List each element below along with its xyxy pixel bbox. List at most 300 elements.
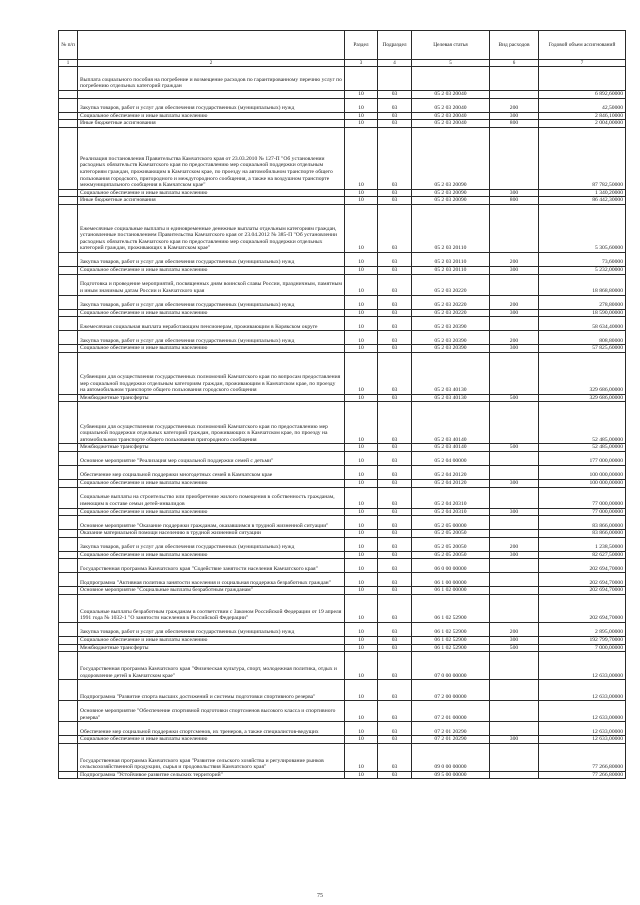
row-expense-cell: 300 [490,345,539,353]
row-expense-cell [490,652,539,680]
row-expense-cell [490,771,539,779]
row-section-cell: 10 [345,295,378,309]
row-subsection-cell: 03 [378,451,412,465]
row-name-cell: Реализация постановления Правительства Камчатского края от 23.03.2010 № 127-П "Об установлении расходных обязательств Камчатского края по предоставлению мер социальной поддержки отдельным категориям граждан, проживающим в Камчатском крае, по проезду на автомобильном транспорте общего пользования городского, пригородного и междугородного сообщения, а также на воздушном транспорте межмуниципального сообщения в Камчатском крае" [78,127,345,189]
row-subsection-cell: 03 [378,479,412,487]
row-amount-cell: 202 694,70000 [539,594,626,622]
table-row [59,465,626,479]
col-header-num: № п/п [59,31,78,60]
row-subsection-cell: 03 [378,559,412,573]
row-expense-cell: 300 [490,479,539,487]
row-num-cell [59,98,78,112]
row-amount-cell: 42,50000 [539,98,626,112]
row-section-cell: 10 [345,331,378,345]
row-expense-cell: 500 [490,394,539,402]
row-expense-cell: 200 [490,252,539,266]
row-target-cell: 09 0 00 00000 [412,743,490,771]
row-subsection-cell: 03 [378,274,412,295]
page-number: 75 [317,893,323,899]
row-amount-cell: 329 686,00000 [539,352,626,394]
col-header-amount: Годовой объем ассигнований [539,31,626,60]
row-expense-cell: 300 [490,112,539,120]
row-name-cell: Закупка товаров, работ и услуг для обеспечения государственных (муниципальных) нужд [78,331,345,345]
row-name-cell: Социальное обеспечение и иные выплаты населению [78,112,345,120]
row-subsection-cell: 03 [378,508,412,516]
row-section-cell: 10 [345,530,378,538]
row-section-cell: 10 [345,402,378,444]
row-name-cell: Иные бюджетные ассигнования [78,120,345,128]
row-expense-cell [490,722,539,736]
row-target-cell: 05 2 03 20220 [412,295,490,309]
row-num-cell [59,309,78,317]
row-name-cell: Субвенции для осуществления государственных полномочий Камчатского края по вопросам предоставления мер социальной поддержки отдельным категориям граждан, проживающим в Камчатском крае, по проезду на автомобильном транспорте общего пользования городского сообщения [78,352,345,394]
row-name-cell: Межбюджетные трансферты [78,444,345,452]
row-subsection-cell: 03 [378,394,412,402]
row-num-cell [59,317,78,331]
row-expense-cell [490,516,539,530]
row-subsection-cell: 03 [378,91,412,99]
row-target-cell: 05 2 05 20050 [412,530,490,538]
row-target-cell: 05 2 03 20040 [412,98,490,112]
row-subsection-cell: 03 [378,743,412,771]
row-subsection-cell: 03 [378,189,412,197]
row-expense-cell [490,127,539,189]
row-section-cell: 10 [345,701,378,722]
row-target-cell: 05 2 05 20050 [412,551,490,559]
row-num-cell [59,394,78,402]
row-name-cell [78,91,345,99]
row-name-cell: Ежемесячные социальные выплаты и единовременные денежные выплаты отдельным категориям граждан, установленные постановлением Правительства Камчатского края от 23.04.2012 № 385-П "Об установлении расходных обязательств Камчатского края по предоставлению мер социальной поддержки отдельных категорий граждан, проживающих в Камчатском крае" [78,204,345,252]
table-row [59,274,626,295]
table-row [59,197,626,205]
row-num-cell [59,736,78,744]
table-row [59,189,626,197]
column-index-row [59,60,626,67]
budget-table [58,30,626,779]
row-section-cell: 10 [345,309,378,317]
row-num-cell [59,573,78,587]
row-section-cell: 10 [345,644,378,652]
column-index: 5 [412,60,490,67]
row-num-cell [59,516,78,530]
table-row [59,573,626,587]
row-amount-cell: 18 590,00000 [539,309,626,317]
row-section-cell: 10 [345,451,378,465]
column-index: 3 [345,60,378,67]
table-row [59,652,626,680]
row-expense-cell [490,594,539,622]
row-subsection-cell: 03 [378,573,412,587]
column-index: 4 [378,60,412,67]
row-name-cell: Подпрограмма "Устойчивое развитие сельских территорий" [78,771,345,779]
row-amount-cell: 100 000,00000 [539,479,626,487]
row-num-cell [59,451,78,465]
row-num-cell [59,487,78,508]
table-row [59,722,626,736]
row-num-cell [59,402,78,444]
row-target-cell: 05 2 03 40130 [412,394,490,402]
row-amount-cell: 7 000,00000 [539,644,626,652]
row-name-cell: Социальное обеспечение и иные выплаты населению [78,551,345,559]
row-target-cell: 05 2 03 20110 [412,204,490,252]
row-section-cell: 10 [345,508,378,516]
row-expense-cell: 300 [490,309,539,317]
row-expense-cell: 300 [490,266,539,274]
table-row [59,479,626,487]
row-name-cell: Закупка товаров, работ и услуг для обеспечения государственных (муниципальных) нужд [78,98,345,112]
row-target-cell: 05 2 03 20110 [412,252,490,266]
row-num-cell [59,722,78,736]
row-section-cell: 10 [345,743,378,771]
row-name-cell: Обеспечение мер социальной поддержки спортсменов, их тренеров, а также специалистов-ведущих [78,722,345,736]
row-amount-cell: 192 799,70000 [539,636,626,644]
row-expense-cell: 200 [490,331,539,345]
row-expense-cell: 300 [490,189,539,197]
row-section-cell: 10 [345,594,378,622]
row-name-cell: Государственная программа Камчатского края "Содействие занятости населения Камчатского края" [78,559,345,573]
row-name-cell: Подпрограмма "Развитие спорта высших достижений и системы подготовки спортивного резерва" [78,680,345,701]
col-header-expense: Вид расходов [490,31,539,60]
table-row [59,331,626,345]
table-row [59,352,626,394]
row-section-cell: 10 [345,652,378,680]
table-row [59,402,626,444]
row-num-cell [59,120,78,128]
table-row [59,551,626,559]
row-num-cell [59,345,78,353]
row-expense-cell: 500 [490,444,539,452]
row-subsection-cell: 03 [378,444,412,452]
row-subsection-cell: 03 [378,204,412,252]
row-num-cell [59,189,78,197]
table-row [59,644,626,652]
row-num-cell [59,112,78,120]
row-amount-cell: 83 866,00000 [539,516,626,530]
row-num-cell [59,644,78,652]
table-body [59,67,626,779]
row-target-cell: 07 2 01 00000 [412,701,490,722]
table-row [59,680,626,701]
table-row [59,587,626,595]
row-amount-cell: 57 825,60000 [539,345,626,353]
row-expense-cell [490,402,539,444]
row-amount-cell: 1 238,50000 [539,537,626,551]
row-amount-cell: 77 000,00000 [539,487,626,508]
table-row [59,537,626,551]
row-num-cell [59,537,78,551]
row-amount-cell: 12 633,00000 [539,680,626,701]
row-num-cell [59,479,78,487]
row-target-cell: 05 2 03 20090 [412,189,490,197]
row-target-cell [412,67,490,91]
row-expense-cell: 800 [490,197,539,205]
row-num-cell [59,204,78,252]
row-num-cell [59,465,78,479]
row-section-cell: 10 [345,98,378,112]
row-subsection-cell: 03 [378,252,412,266]
row-expense-cell [490,587,539,595]
row-target-cell: 05 2 03 40140 [412,402,490,444]
row-target-cell: 05 2 03 20040 [412,91,490,99]
col-header-section: Раздел [345,31,378,60]
row-amount-cell: 100 000,00000 [539,465,626,479]
row-section-cell: 10 [345,771,378,779]
row-section-cell: 10 [345,465,378,479]
row-section-cell: 10 [345,352,378,394]
budget-sheet [58,30,625,779]
row-amount-cell: 2 895,00000 [539,622,626,636]
row-num-cell [59,331,78,345]
row-section-cell: 10 [345,587,378,595]
row-target-cell: 09 5 00 00000 [412,771,490,779]
row-section-cell: 10 [345,197,378,205]
row-section-cell: 10 [345,112,378,120]
row-section-cell: 10 [345,622,378,636]
row-name-cell: Межбюджетные трансферты [78,394,345,402]
row-target-cell: 05 2 04 20120 [412,479,490,487]
row-amount-cell: 12 633,00000 [539,722,626,736]
row-target-cell: 05 2 03 20390 [412,331,490,345]
row-name-cell: Социальное обеспечение и иные выплаты населению [78,189,345,197]
row-amount-cell: 202 694,70000 [539,587,626,595]
table-row [59,636,626,644]
row-amount-cell: 12 633,00000 [539,652,626,680]
row-name-cell: Обеспечение мер социальной поддержки многодетных семей в Камчатском крае [78,465,345,479]
row-num-cell [59,636,78,644]
table-row [59,594,626,622]
row-section-cell: 10 [345,394,378,402]
row-amount-cell: 77 266,80000 [539,743,626,771]
row-name-cell: Закупка товаров, работ и услуг для обеспечения государственных (муниципальных) нужд [78,622,345,636]
row-target-cell: 05 2 03 20090 [412,197,490,205]
column-index: 7 [539,60,626,67]
row-subsection-cell: 03 [378,112,412,120]
row-target-cell: 05 2 03 40130 [412,352,490,394]
table-row [59,112,626,120]
row-subsection-cell: 03 [378,644,412,652]
row-subsection-cell: 03 [378,680,412,701]
row-num-cell [59,266,78,274]
row-subsection-cell: 03 [378,530,412,538]
row-subsection-cell: 03 [378,402,412,444]
row-section-cell: 10 [345,680,378,701]
row-subsection-cell: 03 [378,722,412,736]
row-num-cell [59,530,78,538]
row-amount-cell: 52 485,00000 [539,444,626,452]
row-target-cell: 05 2 03 20110 [412,266,490,274]
row-section-cell: 10 [345,274,378,295]
row-section-cell: 10 [345,636,378,644]
row-target-cell: 05 2 03 20220 [412,309,490,317]
row-num-cell [59,127,78,189]
row-subsection-cell: 03 [378,345,412,353]
row-target-cell: 05 2 04 00000 [412,451,490,465]
row-name-cell: Подпрограмма "Активная политика занятости населения и социальная поддержка безработных граждан" [78,573,345,587]
row-subsection-cell: 03 [378,266,412,274]
row-section-cell: 10 [345,345,378,353]
table-header-row [59,31,626,60]
row-section-cell: 10 [345,551,378,559]
row-expense-cell [490,317,539,331]
row-target-cell: 05 2 03 20390 [412,317,490,331]
row-subsection-cell: 03 [378,331,412,345]
row-num-cell [59,252,78,266]
row-expense-cell [490,352,539,394]
row-target-cell: 05 2 03 40140 [412,444,490,452]
row-section-cell: 10 [345,573,378,587]
row-target-cell: 05 2 05 00000 [412,516,490,530]
row-target-cell: 06 0 00 00000 [412,559,490,573]
row-num-cell [59,352,78,394]
row-amount-cell: 808,80000 [539,331,626,345]
table-row [59,743,626,771]
row-section-cell: 10 [345,91,378,99]
column-index: 6 [490,60,539,67]
table-row [59,67,626,91]
row-subsection-cell: 03 [378,120,412,128]
row-target-cell: 05 2 03 20040 [412,112,490,120]
col-header-subsection: Подраздел [378,31,412,60]
row-amount-cell: 5 232,00000 [539,266,626,274]
row-subsection-cell: 03 [378,701,412,722]
row-expense-cell [490,680,539,701]
row-amount-cell: 2 004,00000 [539,120,626,128]
row-target-cell: 05 2 04 20310 [412,508,490,516]
row-name-cell: Социальное обеспечение и иные выплаты населению [78,508,345,516]
row-section-cell: 10 [345,204,378,252]
row-expense-cell: 200 [490,537,539,551]
row-target-cell: 07 2 01 20290 [412,736,490,744]
row-target-cell: 05 2 05 20050 [412,537,490,551]
row-expense-cell [490,530,539,538]
row-num-cell [59,91,78,99]
row-amount-cell: 18 868,80000 [539,274,626,295]
table-row [59,91,626,99]
row-amount-cell: 2 846,10000 [539,112,626,120]
row-amount-cell: 12 633,00000 [539,736,626,744]
row-subsection-cell: 03 [378,516,412,530]
table-row [59,487,626,508]
row-amount-cell: 329 686,00000 [539,394,626,402]
row-section-cell: 10 [345,537,378,551]
row-target-cell: 06 1 02 52900 [412,644,490,652]
row-amount-cell: 177 000,00000 [539,451,626,465]
row-name-cell: Государственная программа Камчатского края "Развитие сельского хозяйства и регулирование рынков сельскохозяйственной продукции, сырья и продовольствия Камчатского края" [78,743,345,771]
row-name-cell: Межбюджетные трансферты [78,644,345,652]
row-target-cell: 05 2 04 20120 [412,465,490,479]
row-expense-cell [490,67,539,91]
table-row [59,295,626,309]
table-row [59,622,626,636]
row-amount-cell: 202 694,70000 [539,573,626,587]
row-target-cell: 06 1 02 52900 [412,636,490,644]
row-amount-cell: 87 782,50000 [539,127,626,189]
row-name-cell: Социальные выплаты на строительство или приобретение жилого помещения в собственность гражданам, имеющим в составе семьи детей-инвалидов [78,487,345,508]
table-row [59,309,626,317]
row-subsection-cell: 03 [378,127,412,189]
row-target-cell: 07 2 01 20290 [412,722,490,736]
row-expense-cell: 300 [490,551,539,559]
row-amount-cell: 77 000,00000 [539,508,626,516]
row-target-cell: 05 2 03 20220 [412,274,490,295]
row-num-cell [59,743,78,771]
row-expense-cell [490,743,539,771]
row-expense-cell [490,559,539,573]
row-target-cell: 05 2 03 20090 [412,127,490,189]
row-subsection-cell: 03 [378,551,412,559]
row-section-cell: 10 [345,317,378,331]
row-subsection-cell: 03 [378,652,412,680]
row-section-cell: 10 [345,487,378,508]
row-num-cell [59,652,78,680]
row-name-cell: Социальное обеспечение и иные выплаты населению [78,736,345,744]
row-num-cell [59,444,78,452]
row-name-cell: Основное мероприятие "Обеспечение спортивной подготовки спортсменов высокого класса и спортивного резерва" [78,701,345,722]
row-target-cell: 06 1 00 00000 [412,573,490,587]
row-num-cell [59,771,78,779]
row-expense-cell: 200 [490,98,539,112]
row-amount-cell: 278,80000 [539,295,626,309]
row-name-cell: Социальное обеспечение и иные выплаты населению [78,479,345,487]
row-expense-cell [490,487,539,508]
row-amount-cell: 12 633,00000 [539,701,626,722]
row-expense-cell: 300 [490,736,539,744]
table-row [59,516,626,530]
row-subsection-cell: 03 [378,465,412,479]
table-row [59,559,626,573]
row-target-cell: 06 1 02 52900 [412,622,490,636]
table-row [59,120,626,128]
table-row [59,317,626,331]
row-amount-cell: 202 694,70000 [539,559,626,573]
row-subsection-cell: 03 [378,587,412,595]
row-expense-cell [490,274,539,295]
column-index: 2 [78,60,345,67]
row-section-cell: 10 [345,120,378,128]
row-subsection-cell: 03 [378,622,412,636]
row-subsection-cell: 03 [378,309,412,317]
row-name-cell: Основное мероприятие "Оказание поддержки гражданам, оказавшимся в трудной жизненной ситуации" [78,516,345,530]
row-expense-cell: 200 [490,622,539,636]
row-num-cell [59,67,78,91]
row-target-cell: 05 2 03 20390 [412,345,490,353]
row-name-cell: Социальное обеспечение и иные выплаты населению [78,345,345,353]
row-name-cell: Подготовка и проведение мероприятий, посвященных дням воинской славы России, праздничным, памятным и иным значимым датам России и Камчатского края [78,274,345,295]
row-num-cell [59,587,78,595]
row-name-cell: Основное мероприятие "Социальные выплаты безработным гражданам" [78,587,345,595]
row-name-cell: Социальное обеспечение и иные выплаты населению [78,266,345,274]
row-target-cell: 07 2 00 00000 [412,680,490,701]
table-row [59,771,626,779]
row-subsection-cell: 03 [378,594,412,622]
row-amount-cell [539,67,626,91]
row-section-cell: 10 [345,559,378,573]
row-section-cell: 10 [345,266,378,274]
row-amount-cell: 5 305,60000 [539,204,626,252]
table-row [59,345,626,353]
table-row [59,444,626,452]
row-name-cell: Социальное обеспечение и иные выплаты населению [78,309,345,317]
row-subsection-cell: 03 [378,197,412,205]
row-section-cell: 10 [345,252,378,266]
table-row [59,736,626,744]
row-name-cell: Субвенции для осуществления государственных полномочий Камчатского края по предоставлению мер социальной поддержки отдельных категорий граждан, проживающих в Камчатском крае, по проезду на автомобильном транспорте общего пользования пригородного сообщения [78,402,345,444]
row-num-cell [59,551,78,559]
table-row [59,394,626,402]
row-name-cell: Основное мероприятие "Реализация мер социальной поддержки семей с детьми" [78,451,345,465]
row-amount-cell: 77 266,80000 [539,771,626,779]
row-num-cell [59,622,78,636]
